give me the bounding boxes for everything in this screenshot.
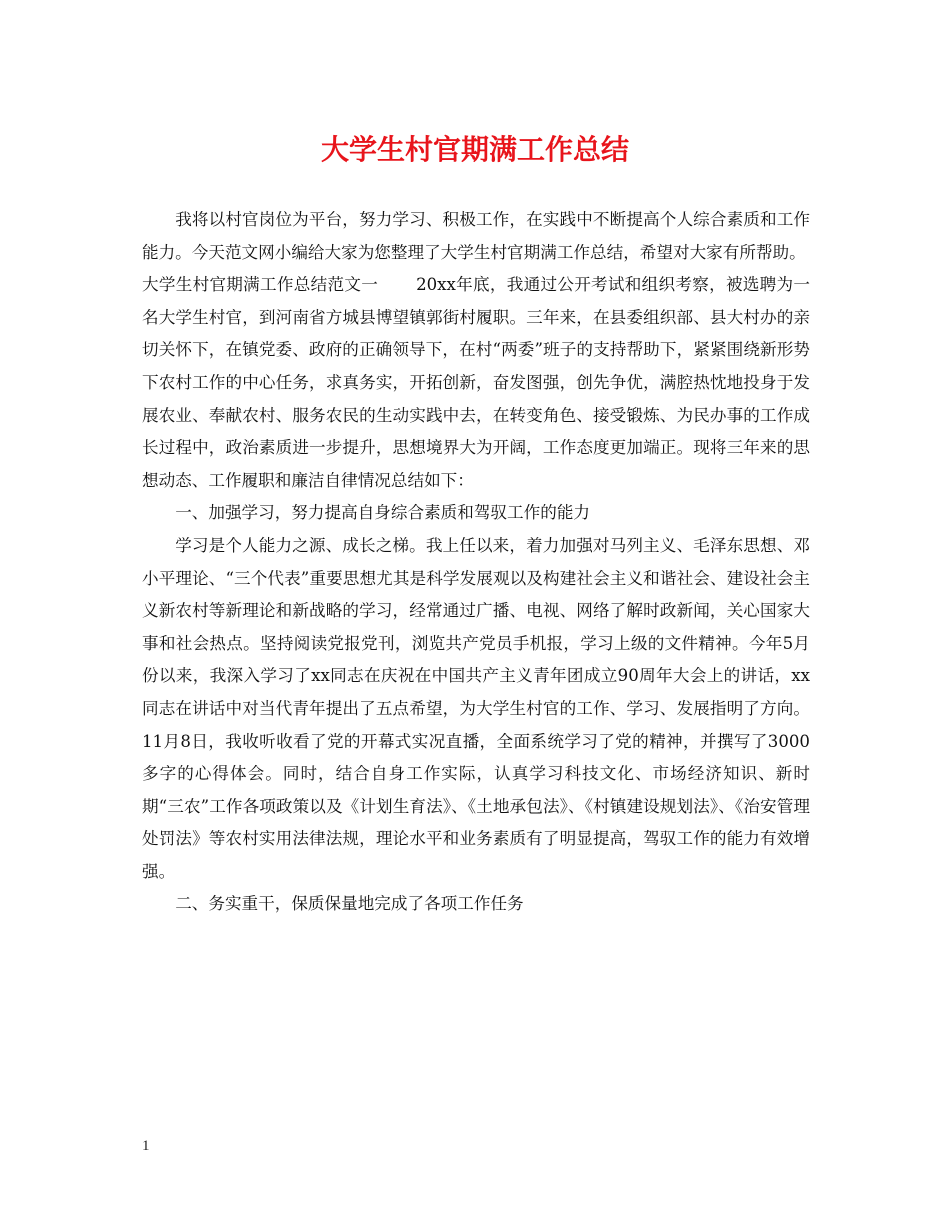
sample-paragraph-text: 20xx年底，我通过公开考试和组织考察，被选聘为一名大学生村官，到河南省方城县博望镇郭街村履职。三年来，在县委组织部、县大村办的亲切关怀下，在镇党委、政府的正确领导下，在村“两委”班子的支持帮助下，紧紧围绕新形势下农村工作的中心任务，求真务实，开拓创新，奋发图强，创先争优，满腔热忱地投身于发展农业、奉献农村、服务农民的生动实践中去，在转变角色、接受锻炼、为民办事的工作成长过程中，政治素质进一步提升，思想境界大为开阔，工作态度更加端正。现将三年来的思想动态、工作履职和廉洁自律情况总结如下：: [142, 275, 810, 490]
page-number: 1: [142, 1138, 150, 1154]
section-heading-1: 一、加强学习，努力提高自身综合素质和驾驭工作的能力: [175, 503, 591, 523]
study-paragraph: 学习是个人能力之源、成长之梯。我上任以来，着力加强对马列主义、毛泽东思想、邓小平理论、“三个代表”重要思想尤其是科学发展观以及构建社会主义和谐社会、建设社会主义新农村等新理论和新战略的学习，经常通过广播、电视、网络了解时政新闻，关心国家大事和社会热点。坚持阅读党报党刊，浏览共产党员手机报，学习上级的文件精神。今年5月份以来，我深入学习了xx同志在庆祝在中国共产主义青年团成立90周年大会上的讲话，xx同志在讲话中对当代青年提出了五点希望，为大学生村官的工作、学习、发展指明了方向。11月8日，我收听收看了党的开幕式实况直播，全面系统学习了党的精神，并撰写了3000多字的心得体会。同时，结合自身工作实际，认真学习科技文化、市场经济知识、新时期“三农”工作各项政策以及《计划生育法》、《土地承包法》、《村镇建设规划法》、《治安管理处罚法》等农村实用法律法规，理论水平和业务素质有了明显提高，驾驭工作的能力有效增强。: [142, 535, 810, 881]
sample-heading: 大学生村官期满工作总结范文一: [142, 275, 379, 295]
document-title: 大学生村官期满工作总结: [320, 133, 629, 166]
sample-paragraph: [142, 269, 810, 497]
section-heading-2: 二、务实重干，保质保量地完成了各项工作任务: [175, 894, 524, 914]
document-body: [142, 204, 810, 921]
intro-paragraph: 我将以村官岗位为平台，努力学习、积极工作，在实践中不断提高个人综合素质和工作能力。今天范文网小编给大家为您整理了大学生村官期满工作总结，希望对大家有所帮助。: [142, 210, 810, 262]
